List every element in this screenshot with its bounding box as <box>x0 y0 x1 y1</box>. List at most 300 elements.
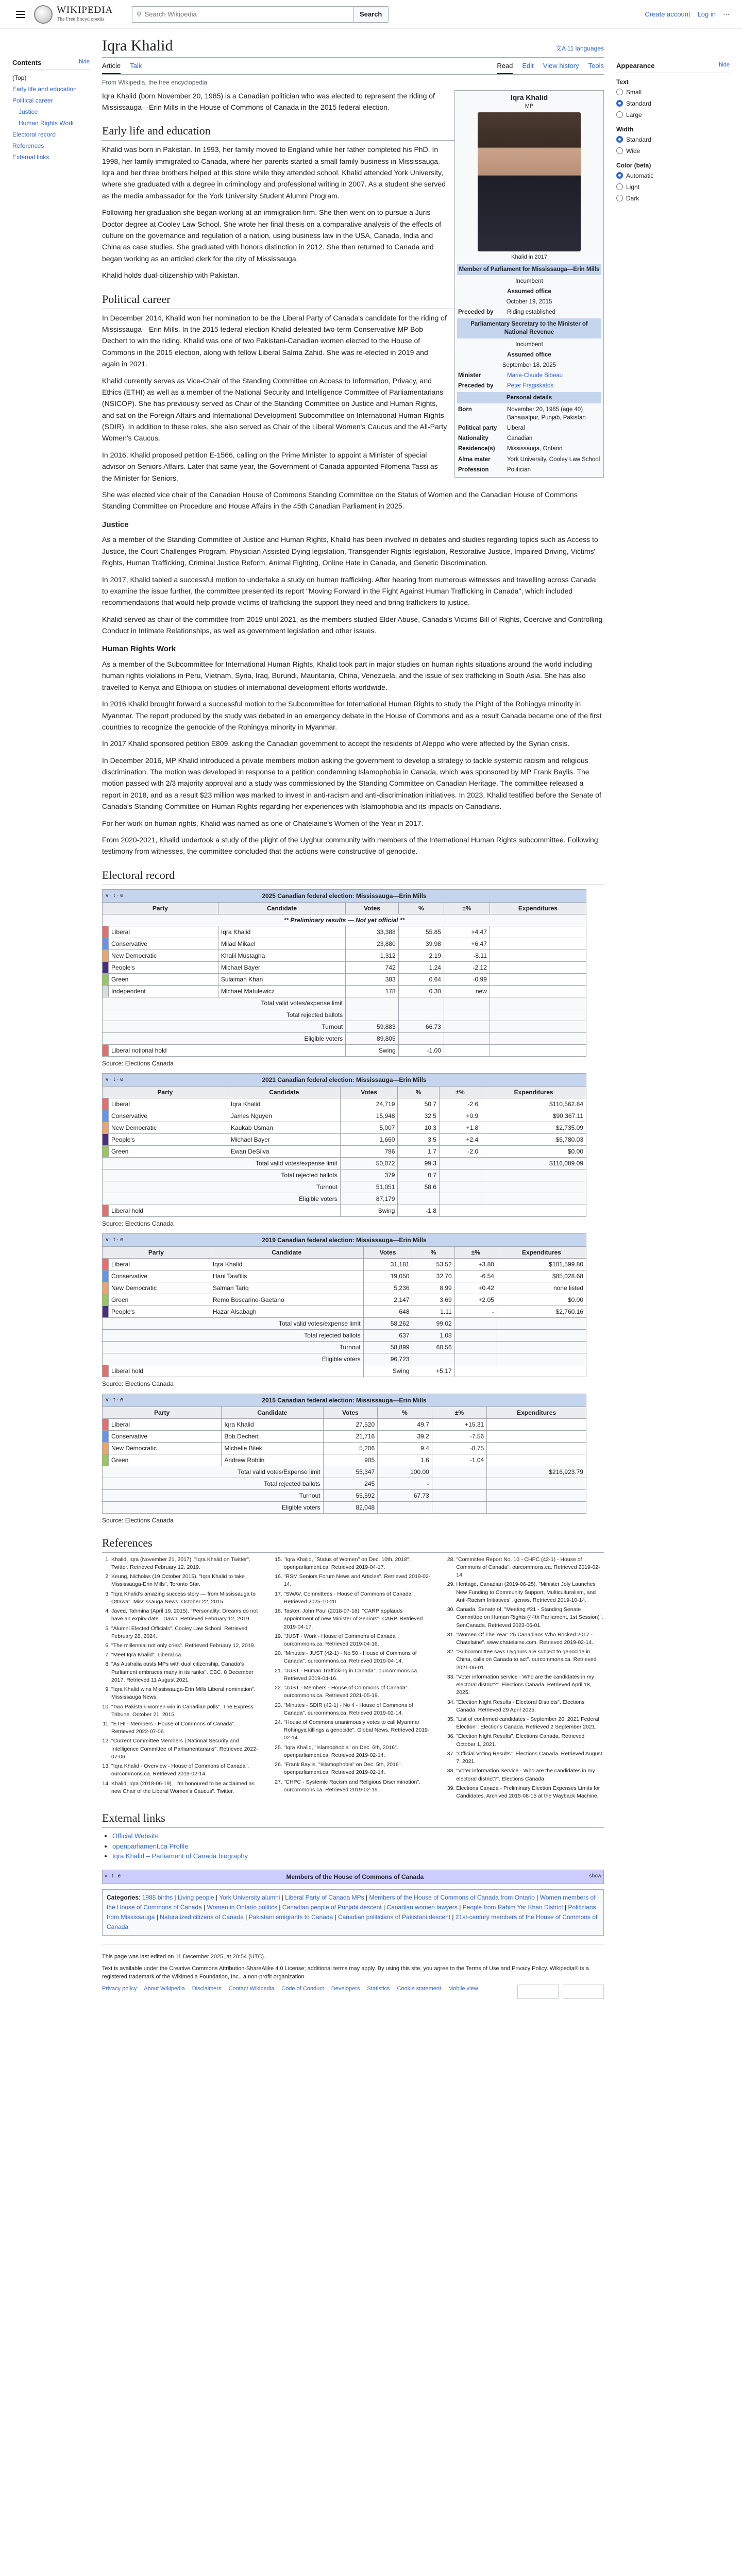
infobox-row <box>457 423 601 433</box>
reference-item[interactable]: 30. Canada, Senate of. "Meeting #21 - Standing Senate Committee on Human Rights (44th Parliament, 1st Session)". SenCanada. Retrieved 2023-06-01. <box>456 1606 604 1630</box>
chg-cell: new <box>444 985 490 997</box>
votes-cell: 5,206 <box>323 1442 378 1454</box>
table-source[interactable]: Source: Elections Canada <box>102 1516 174 1524</box>
reference-item[interactable]: 3. "Iqra Khalid's amazing success story — from Mississauga to Ottawa". Mississauga News. October 22, 2015. <box>111 1590 259 1606</box>
category-link[interactable]: Members of the House of Commons of Canada from Ontario <box>369 1893 535 1901</box>
party-cell[interactable]: Liberal <box>109 1098 228 1110</box>
section-heading: Political career <box>102 291 604 309</box>
totals-blank <box>432 1501 486 1513</box>
infobox-value: November 20, 1985 (age 40) Bahawalpur, Punjab, Pakistan <box>507 406 586 421</box>
totals-expense <box>497 1353 586 1365</box>
section-paragraph: From 2020-2021, Khalid undertook a study of the plight of the Uyghur community with members of the International Human Rights subcommittee. Following testimony from witnesses, the committee concluded that the actions were constructive of genocide. <box>102 836 598 856</box>
reference-item[interactable]: 18. Tasker, John Paul (2018-07-18). "CARP applauds appointment of new Minister of Seniors". CARP. Retrieved 2019-04-17. <box>284 1607 432 1631</box>
totals-expense <box>487 1478 586 1489</box>
candidate-cell[interactable]: Michael Bayer <box>218 961 345 973</box>
totals-row <box>103 1341 586 1353</box>
radio-icon[interactable] <box>616 183 623 190</box>
candidate-cell[interactable]: James Nguyen <box>228 1110 340 1122</box>
reference-item[interactable]: 29. Heritage, Canadian (2019-06-25). "Minister Joly Launches New Funding to Community Support, Multiculturalism, and Anti-Racism Initiatives". gcnws. Retrieved 2019-10-14. <box>456 1581 604 1604</box>
reference-item[interactable]: 1. Khalid, Iqra (November 21, 2017). "Iqra Khalid on Twitter". Twitter. Retrieved February 12, 2019. <box>111 1556 259 1571</box>
totals-votes: 55,592 <box>323 1489 378 1501</box>
reference-item[interactable]: 20. "Minutes - JUST (42-1) - No 50 - House of Commons of Canada". ourcommons.ca. Retrieved 2019-04-14. <box>284 1650 432 1665</box>
reference-item[interactable]: 19. "JUST - Work - House of Commons of Canada". ourcommons.ca. Retrieved 2019-04-16. <box>284 1633 432 1648</box>
totals-blank <box>444 1032 490 1044</box>
election-table-caption <box>102 1394 586 1406</box>
portrait-photo[interactable] <box>478 112 581 251</box>
party-cell[interactable]: Green <box>109 973 218 985</box>
section-paragraph: Khalid was born in Pakistan. In 1993, her family moved to England while her father completed his PhD. In 1998, her family immigrated to Canada, where her parents started a small family business in Mississauga. Iqra and her three brothers helped at this store while they attended school. Khalid attended York University, where she graduated with a degree in criminology and professional writing in 2007. As a student she served as the media ambassador for the York University Student Alumni Program. <box>102 145 446 200</box>
category-separator: | <box>214 1893 220 1901</box>
column-header: Expenditures <box>497 1246 586 1258</box>
chg-cell: +3.80 <box>454 1258 497 1270</box>
option-label: Small <box>626 88 642 96</box>
totals-blank <box>439 1193 481 1205</box>
candidate-cell[interactable]: Bob Dechert <box>222 1430 323 1442</box>
preliminary-note: ** Preliminary results — Not yet official ** <box>103 914 586 926</box>
blank-cell <box>497 1365 586 1377</box>
candidate-cell[interactable]: Sulaiman Khan <box>218 973 345 985</box>
hold-label: Liberal hold <box>109 1365 364 1377</box>
election-table-caption <box>102 1233 586 1246</box>
reference-item[interactable]: 26. "Frank Baylis, "Islamophobia" on Dec. 5th, 2016". openparliament.ca. Retrieved 2019-02-14. <box>284 1761 432 1776</box>
votes-cell: 27,520 <box>323 1418 378 1430</box>
party-color-swatch <box>103 926 109 938</box>
brand-tagline: The Free Encyclopedia <box>57 16 105 22</box>
footer-link[interactable]: Mobile view <box>448 1985 478 1992</box>
totals-row <box>103 1169 586 1181</box>
election-title[interactable]: 2019 Canadian federal election: Mississauga—Erin Mills <box>262 1236 427 1244</box>
reference-item[interactable]: 31. "Women Of The Year: 25 Canadians Who Rocked 2017 - Chatelaine". www.chatelaine.com. Retrieved 2019-02-14. <box>456 1631 604 1647</box>
infobox-value[interactable]: Marie-Claude Bibeau <box>507 372 563 379</box>
reference-item[interactable]: 23. "Minutes - SDIR (42-1) - No 4 - House of Commons of Canada". ourcommons.ca. Retrieved 2019-02-14. <box>284 1702 432 1717</box>
appearance-hide-button[interactable]: hide <box>719 62 730 68</box>
totals-row <box>103 1501 586 1513</box>
toc-item[interactable]: References <box>12 142 44 149</box>
party-cell[interactable]: Conservative <box>109 1270 210 1282</box>
totals-votes: 58,899 <box>363 1341 412 1353</box>
totals-label: Total valid votes/Expense limit <box>103 1466 324 1478</box>
votes-cell: 2,147 <box>363 1294 412 1306</box>
party-cell[interactable]: People's <box>109 1133 228 1145</box>
party-cell[interactable]: New Democratic <box>109 950 218 961</box>
infobox-value: Riding established <box>507 309 555 316</box>
table-row <box>103 1258 586 1270</box>
navbox-vte[interactable]: v · t · e <box>105 1873 121 1879</box>
tab-read[interactable]: Read <box>497 59 513 74</box>
totals-votes: 379 <box>340 1169 398 1181</box>
candidate-cell[interactable]: Khalil Mustagha <box>218 950 345 961</box>
candidate-cell[interactable]: Kaukab Usman <box>228 1122 340 1133</box>
category-link[interactable]: Canadian people of Punjabi descent <box>282 1903 382 1911</box>
category-link[interactable]: Canadian politicians of Pakistani descent <box>338 1913 451 1921</box>
hold-label: Liberal hold <box>109 1205 341 1216</box>
reference-item[interactable]: 32. "Subcommittee says Uyghurs are subject to genocide in China, calls on Canada to act". ourcommons.ca. Retrieved 2021-06-01. <box>456 1648 604 1672</box>
column-header: Party <box>103 1406 222 1418</box>
appearance-option[interactable] <box>616 134 730 145</box>
category-link[interactable]: Women members of the House of Commons of Canada <box>107 1893 596 1911</box>
tab-view-history[interactable]: View history <box>543 62 579 70</box>
create-account-link[interactable]: Create account <box>645 10 690 18</box>
toc-item[interactable]: (Top) <box>12 74 27 81</box>
categories-label[interactable]: Categories <box>107 1893 139 1901</box>
party-color-swatch <box>103 1258 109 1270</box>
appearance-option[interactable] <box>616 145 730 157</box>
votes-cell: 383 <box>346 973 399 985</box>
totals-pct: 99.02 <box>412 1317 454 1329</box>
totals-votes: 51,051 <box>340 1181 398 1193</box>
category-link[interactable]: Liberal Party of Canada MPs <box>285 1893 364 1901</box>
appearance-option[interactable] <box>616 109 730 121</box>
infobox-row <box>457 454 601 465</box>
candidate-cell[interactable]: Michael Bayer <box>228 1133 340 1145</box>
table-row <box>103 1418 586 1430</box>
column-header: Party <box>103 1246 210 1258</box>
table-vte[interactable]: v · t · e <box>106 1076 124 1082</box>
chg-cell: +1.8 <box>439 1122 481 1133</box>
table-source[interactable]: Source: Elections Canada <box>102 1219 174 1227</box>
section-paragraph: Khalid holds dual-citizenship with Pakistan. <box>102 271 240 280</box>
footer-link[interactable]: Developers <box>331 1985 360 1992</box>
tab-article[interactable]: Article <box>102 59 121 74</box>
tab-tools[interactable]: Tools <box>588 62 604 70</box>
footer-link[interactable]: Privacy policy <box>102 1985 137 1992</box>
party-cell[interactable]: Green <box>109 1454 222 1466</box>
reference-item[interactable]: 17. "SWAV, Committees - House of Commons of Canada". Retrieved 2025-10-20. <box>284 1590 432 1606</box>
totals-pct <box>378 1501 432 1513</box>
toc-item[interactable]: Justice <box>19 108 38 115</box>
totals-votes: 82,048 <box>323 1501 378 1513</box>
category-link[interactable]: Pakistani emigrants to Canada <box>248 1913 333 1921</box>
party-cell[interactable]: Conservative <box>109 938 218 950</box>
footer-link[interactable]: About Wikipedia <box>144 1985 185 1992</box>
section-paragraph: In 2017, Khalid tabled a successful motion to undertake a study on human trafficking. After hearing from numerous witnesses and travelling across Canada to examine the issue further, the committee presented its report "Moving Forward in the Fight Against Human Trafficking in Canada", which included recommendations that would help provide victims of trafficking the support they need and bring traffickers to justice. <box>102 575 596 607</box>
table-source[interactable]: Source: Elections Canada <box>102 1380 174 1387</box>
totals-label: Eligible voters <box>103 1032 346 1044</box>
reference-item[interactable]: 8. "As Australia ousts MPs with dual citizenship, Canada's Parliament embraces many in its ranks". CBC. 8 December 2017. Retrieved 11 August 2021. <box>111 1660 259 1684</box>
election-title[interactable]: 2021 Canadian federal election: Mississauga—Erin Mills <box>262 1076 427 1083</box>
navbox-show-button[interactable]: show <box>589 1873 601 1879</box>
section-heading: Justice <box>102 520 129 529</box>
swing-label[interactable]: Swing <box>363 1365 412 1377</box>
column-header: ±% <box>444 902 490 914</box>
party-cell[interactable]: Liberal <box>109 1418 222 1430</box>
reference-item[interactable]: 27. "CHPC - Systemic Racism and Religious Discrimination". ourcommons.ca. Retrieved 2019-02-19. <box>284 1778 432 1794</box>
totals-row <box>103 1009 586 1021</box>
footer-link[interactable]: Disclaimers <box>192 1985 222 1992</box>
reference-item[interactable]: 34. "Election Night Results - Electoral Districts". Elections Canada. Retrieved 29 April 2025. <box>456 1699 604 1714</box>
totals-expense <box>490 1032 586 1044</box>
party-cell[interactable]: People's <box>109 961 218 973</box>
totals-row <box>103 1021 586 1032</box>
party-color-swatch <box>103 1442 109 1454</box>
table-vte[interactable]: v · t · e <box>106 892 124 899</box>
swing-value: +5.17 <box>412 1365 454 1377</box>
external-link[interactable]: openparliament.ca Profile <box>112 1842 189 1850</box>
candidate-cell[interactable]: Hazar Alsabagh <box>210 1306 363 1317</box>
candidate-cell[interactable]: Milad Mikael <box>218 938 345 950</box>
category-separator: | <box>333 1913 338 1921</box>
exp-cell <box>490 938 586 950</box>
infobox-value: Politician <box>507 466 531 473</box>
totals-label: Eligible voters <box>103 1353 364 1365</box>
option-label: Standard <box>626 99 651 107</box>
reference-item[interactable]: 39. Elections Canada - Preliminary Election Expenses Limits for Candidates. Archived 2015-08-15 at the Wayback Machine. <box>456 1785 604 1800</box>
party-cell[interactable]: Green <box>109 1145 228 1157</box>
reference-item[interactable]: 38. "Voter information Service - Who are the candidates in my electoral district?". Elections Canada. <box>456 1767 604 1783</box>
swing-label[interactable]: Swing <box>346 1044 399 1056</box>
reference-item[interactable]: 33. "Voter information service - Who are the candidates in my electoral district?". Elections Canada. Retrieved April 18, 2025. <box>456 1673 604 1697</box>
category-link[interactable]: Politicians from Mississauga <box>107 1903 596 1921</box>
party-cell[interactable]: Green <box>109 1294 210 1306</box>
log-in-link[interactable]: Log in <box>697 10 716 18</box>
chg-cell: -2.0 <box>439 1145 481 1157</box>
category-separator: | <box>277 1903 282 1911</box>
footer-link[interactable]: Code of Conduct <box>281 1985 324 1992</box>
radio-icon[interactable] <box>616 147 623 154</box>
section-paragraph: In December 2014, Khalid won her nomination to be the Liberal Party of Canada's candidate for the riding of Mississauga—Erin Mills. In the 2015 federal election Khalid defeated two-term Conservative MP Bob Dechert to win the riding. Khalid was one of two Pakistani-Canadian women elected to the House of Commons in the 2015 election, along with fellow Liberal Salma Zahid. She was re-elected in 2019 and again in 2021. <box>102 313 447 368</box>
table-vte[interactable]: v · t · e <box>106 1236 124 1243</box>
reference-item[interactable]: 24. "House of Commons unanimously votes to call Myanmar Rohingya killings a genocide". Global News. Retrieved 2019-02-14. <box>284 1719 432 1742</box>
toc-item[interactable]: External links <box>12 153 49 161</box>
reference-item[interactable]: 5. "Alumni Elected Officials". Cooley Law School. Retrieved February 28, 2024. <box>111 1625 259 1640</box>
exp-cell <box>487 1418 586 1430</box>
pct-cell: 53.52 <box>412 1258 454 1270</box>
reference-item[interactable]: 36. "Election Night Results". Elections Canada. Retrieved October 1, 2021. <box>456 1733 604 1748</box>
reference-item[interactable]: 11. "ETHI - Members - House of Commons of Canada". Retrieved 2022-07-06. <box>111 1720 259 1736</box>
external-link[interactable]: Official Website <box>112 1832 159 1840</box>
category-link[interactable]: 1985 births <box>142 1893 173 1901</box>
option-label: Wide <box>626 147 640 155</box>
column-header: % <box>378 1406 432 1418</box>
reference-item[interactable]: 7. "Meet Iqra Khalid". Liberal.ca. <box>111 1651 259 1659</box>
party-cell[interactable]: Conservative <box>109 1110 228 1122</box>
exp-cell: $2,760.16 <box>497 1306 586 1317</box>
reference-item[interactable]: 9. "Iqra Khalid wins Mississauga-Erin Mills Liberal nomination". Mississauga News. <box>111 1686 259 1701</box>
candidate-cell[interactable]: Michelle Bilek <box>222 1442 323 1454</box>
table-row <box>103 1442 586 1454</box>
tab-edit[interactable]: Edit <box>522 62 534 70</box>
reference-item[interactable]: 21. "JUST - Human Trafficking in Canada". ourcommons.ca. Retrieved 2019-04-16. <box>284 1667 432 1683</box>
party-cell[interactable]: New Democratic <box>109 1122 228 1133</box>
navbox <box>102 1870 604 1884</box>
party-cell[interactable]: People's <box>109 1306 210 1317</box>
column-header: ±% <box>454 1246 497 1258</box>
exp-cell: $85,028.68 <box>497 1270 586 1282</box>
reference-item[interactable]: 16. "RSM Seniors Forum News and Articles". Retrieved 2019-02-14. <box>284 1573 432 1588</box>
section-paragraph: In 2017 Khalid sponsored petition E809, asking the Canadian government to accept the residents of Aleppo who were affected by the Syrian crisis. <box>102 739 570 748</box>
party-cell[interactable]: New Democratic <box>109 1442 222 1454</box>
party-cell[interactable]: Liberal <box>109 926 218 938</box>
party-cell[interactable]: Conservative <box>109 1430 222 1442</box>
table-row <box>103 1430 586 1442</box>
party-cell[interactable]: Liberal <box>109 1258 210 1270</box>
candidate-cell[interactable]: Iqra Khalid <box>222 1418 323 1430</box>
appearance-option[interactable] <box>616 98 730 109</box>
reference-item[interactable]: 37. "Official Voting Results". Elections Canada. Retrieved August 7, 2021. <box>456 1750 604 1766</box>
table-row <box>103 1133 586 1145</box>
reference-item[interactable]: 13. "Iqra Khalid - Overview - House of Commons of Canada". ourcommons.ca. Retrieved 2019-02-14. <box>111 1762 259 1778</box>
reference-item[interactable]: 28. "Committee Report No. 10 - CHPC (42-1) - House of Commons of Canada". ourcommons.ca. Retrieved 2019-02-14. <box>456 1556 604 1580</box>
totals-pct: - <box>378 1478 432 1489</box>
candidate-cell[interactable]: Iqra Khalid <box>218 926 345 938</box>
party-cell[interactable]: New Democratic <box>109 1282 210 1294</box>
candidate-cell[interactable]: Iqra Khalid <box>210 1258 363 1270</box>
pct-cell: 1.6 <box>378 1454 432 1466</box>
reference-item[interactable]: 35. "List of confirmed candidates - September 20, 2021 Federal Election". Elections Canada. Retrieved 2 September 2021. <box>456 1716 604 1731</box>
reference-item[interactable]: 4. Javed, Tahmina (April 19, 2015). "Personality: Dreams do not have an expiry date". Dawn. Retrieved February 12, 2019. <box>111 1607 259 1623</box>
candidate-cell[interactable]: Iqra Khalid <box>228 1098 340 1110</box>
infobox-caption: Khalid in 2017 <box>511 254 547 261</box>
column-header: % <box>398 1086 439 1098</box>
main-menu-icon[interactable] <box>12 6 29 23</box>
radio-icon[interactable] <box>616 100 623 107</box>
search-input[interactable] <box>132 6 353 23</box>
radio-icon[interactable] <box>616 111 623 118</box>
table-source[interactable]: Source: Elections Canada <box>102 1059 174 1067</box>
table-vte[interactable]: v · t · e <box>106 1396 124 1403</box>
reference-item[interactable]: 6. "The millennial not only cries". Retrieved February 12, 2019. <box>111 1642 259 1650</box>
from-wikipedia: From Wikipedia, the free encyclopedia <box>102 78 208 86</box>
toc-item[interactable]: Human Rights Work <box>19 119 74 127</box>
reference-item[interactable]: 15. "Iqra Khalid, "Status of Women" on Dec. 10th, 2018". openparliament.ca. Retrieved 2019-04-17. <box>284 1556 432 1571</box>
reference-item[interactable]: 10. "Two Pakistani women win in Canadian polls". The Express Tribune. October 21, 2015. <box>111 1703 259 1719</box>
votes-cell: 742 <box>346 961 399 973</box>
footer-link[interactable]: Contact Wikipedia <box>228 1985 275 1992</box>
reference-item[interactable]: 14. Khalid, Iqra (2018-06-19). "I'm honoured to be acclaimed as new Chair of the Liberal Women's Caucus". Twitter. <box>111 1780 259 1795</box>
totals-pct: 100.00 <box>378 1466 432 1478</box>
appearance-option[interactable] <box>616 87 730 98</box>
infobox-office2[interactable]: Parliamentary Secretary to the Minister of National Revenue <box>457 318 601 338</box>
pct-cell: 3.69 <box>412 1294 454 1306</box>
toc-item[interactable]: Political career <box>12 96 53 104</box>
site-header <box>0 0 742 29</box>
footer-link[interactable]: Statistics <box>367 1985 390 1992</box>
chg-cell: +4.47 <box>444 926 490 938</box>
totals-votes: 59,883 <box>346 1021 399 1032</box>
totals-pct <box>398 1032 444 1044</box>
infobox-office[interactable]: Member of Parliament for Mississauga—Erin Mills <box>457 264 601 275</box>
radio-icon[interactable] <box>616 136 623 143</box>
external-link[interactable]: Iqra Khalid – Parliament of Canada biography <box>112 1852 248 1860</box>
candidate-cell[interactable]: Salman Tariq <box>210 1282 363 1294</box>
candidate-cell[interactable]: Andrew Roblin <box>222 1454 323 1466</box>
chg-cell: -6.54 <box>454 1270 497 1282</box>
reference-item[interactable]: 12. "Current Committee Members | National Security and Intelligence Committee of Parliamentarians". Retrieved 2022-07-06. <box>111 1737 259 1761</box>
exp-cell <box>490 926 586 938</box>
totals-blank <box>432 1489 486 1501</box>
candidate-cell[interactable]: Michael Matulewicz <box>218 985 345 997</box>
chg-cell: +6.47 <box>444 938 490 950</box>
party-color-swatch <box>103 950 109 961</box>
toc-item[interactable]: Electoral record <box>12 130 56 138</box>
election-title[interactable]: 2015 Canadian federal election: Mississauga—Erin Mills <box>262 1396 427 1404</box>
category-link[interactable]: People from Rahim Yar Khan District <box>462 1903 563 1911</box>
category-link[interactable]: Canadian women lawyers <box>386 1903 458 1911</box>
infobox-value[interactable]: Peter Fragiskatos <box>507 382 554 389</box>
pct-cell: 50.7 <box>398 1098 439 1110</box>
reference-item[interactable]: 2. Keung, Nicholas (19 October 2015). "Iqra Khalid to take Mississauga-Erin Mills". Toronto Star. <box>111 1573 259 1588</box>
toc-hide-button[interactable]: hide <box>79 59 90 65</box>
exp-cell: $110,562.84 <box>481 1098 586 1110</box>
mediawiki-badge-icon[interactable] <box>563 1985 604 1999</box>
totals-votes <box>346 997 399 1009</box>
wikimedia-badge-icon[interactable] <box>517 1985 559 1999</box>
votes-cell: 33,388 <box>346 926 399 938</box>
column-header: Expenditures <box>490 902 586 914</box>
swing-label[interactable]: Swing <box>340 1205 398 1216</box>
navbox-title[interactable]: Members of the House of Commons of Canada <box>286 1873 424 1880</box>
totals-pct: 60.56 <box>412 1341 454 1353</box>
reference-item[interactable]: 25. "Iqra Khalid, "Islamophobia" on Dec. 6th, 2016". openparliament.ca. Retrieved 2019-02-14. <box>284 1744 432 1759</box>
infobox-value: Liberal <box>507 425 525 432</box>
category-link[interactable]: York University alumni <box>219 1893 280 1901</box>
election-table-caption <box>102 1073 586 1086</box>
language-selector[interactable]: 文A 11 languages <box>555 45 604 52</box>
more-icon[interactable]: ⋯ <box>723 10 730 18</box>
category-link[interactable]: Naturalized citizens of Canada <box>160 1913 244 1921</box>
votes-cell: 23,880 <box>346 938 399 950</box>
radio-icon[interactable] <box>616 195 623 201</box>
category-link[interactable]: Women in Ontario politics <box>207 1903 278 1911</box>
toc-item[interactable]: Early life and education <box>12 85 77 93</box>
page-title: Iqra Khalid <box>102 37 173 54</box>
appearance-option[interactable] <box>616 170 730 181</box>
chg-cell: +0.42 <box>454 1282 497 1294</box>
totals-blank <box>439 1169 481 1181</box>
candidate-cell[interactable]: Hani Tawfilis <box>210 1270 363 1282</box>
party-color-swatch <box>103 1205 109 1216</box>
blank-cell <box>439 1205 481 1216</box>
category-link[interactable]: Living people <box>177 1893 214 1901</box>
tab-talk[interactable]: Talk <box>130 62 142 70</box>
infobox-personal: Personal details <box>457 392 601 403</box>
radio-icon[interactable] <box>616 172 623 179</box>
appearance-option[interactable] <box>616 181 730 193</box>
infobox-key: Preceded by <box>458 309 494 316</box>
election-title[interactable]: 2025 Canadian federal election: Mississauga—Erin Mills <box>262 892 427 900</box>
totals-expense <box>487 1489 586 1501</box>
totals-expense <box>490 1021 586 1032</box>
category-link[interactable]: 21st-century members of the House of Commons of Canada <box>107 1913 598 1931</box>
party-color-swatch <box>103 1044 109 1056</box>
party-cell[interactable]: Independent <box>109 985 218 997</box>
totals-label: Turnout <box>103 1181 341 1193</box>
candidate-cell[interactable]: Remo Boscarino-Gaetano <box>210 1294 363 1306</box>
swing-value: -1.8 <box>398 1205 439 1216</box>
column-header: Candidate <box>228 1086 340 1098</box>
totals-row <box>103 1478 586 1489</box>
exp-cell: $0.00 <box>497 1294 586 1306</box>
infobox-assumed2: Assumed office <box>507 351 551 358</box>
brand-name: WIKIPEDIA <box>57 5 113 16</box>
search-button[interactable]: Search <box>353 6 389 23</box>
column-header: Votes <box>340 1086 398 1098</box>
wikipedia-logo[interactable] <box>34 5 122 24</box>
party-color-swatch <box>103 1270 109 1282</box>
reference-item[interactable]: 22. "JUST - Members - House of Commons of Canada". ourcommons.ca. Retrieved 2021-05-19. <box>284 1684 432 1700</box>
party-color-swatch <box>103 938 109 950</box>
radio-icon[interactable] <box>616 89 623 95</box>
party-color-swatch <box>103 1294 109 1306</box>
footer-link[interactable]: Cookie statement <box>397 1985 442 1992</box>
appearance-option[interactable] <box>616 193 730 204</box>
infobox-key: Residence(s) <box>458 446 495 452</box>
blank-cell <box>490 1044 586 1056</box>
infobox-row <box>457 444 601 454</box>
totals-expense <box>481 1169 586 1181</box>
candidate-cell[interactable]: Ewan DeSilva <box>228 1145 340 1157</box>
infobox-value: Canadian <box>507 435 533 442</box>
